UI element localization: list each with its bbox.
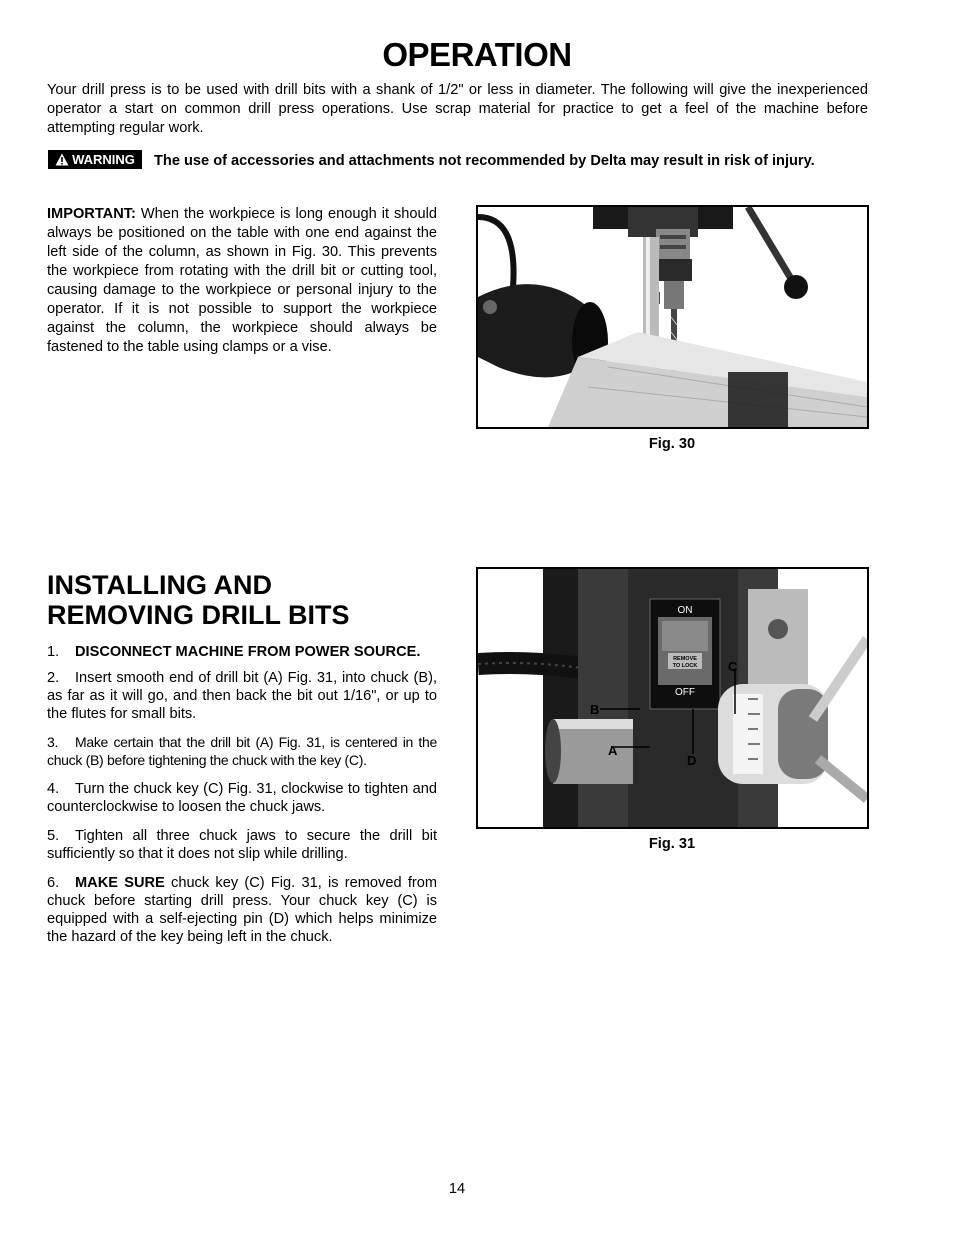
- step-3: [47, 733, 437, 769]
- intro-paragraph: Your drill press is to be used with drill bits with a shank of 1/2" or less in diameter. The following will give the inexperienced operator a start on common drill press operations. Use scrap material for practice to get a feel of the machine before attempting regular work.: [47, 82, 868, 136]
- step-6: [47, 874, 437, 946]
- callout-d: D: [687, 753, 697, 768]
- figure-31-caption: Fig. 31: [648, 836, 696, 852]
- section-heading: [47, 570, 447, 630]
- step-4: [47, 780, 437, 816]
- step-text: chuck key (C) Fig. 31, is removed from chuck before starting drill press. Your chuck key (C) is equipped with a self-ejecting pin (D) which helps minimize the hazard of the key being left in the chuck.: [47, 875, 438, 945]
- figure-31: [476, 567, 869, 829]
- step-bold: MAKE SURE: [75, 875, 165, 891]
- page-number: 14: [448, 1181, 466, 1197]
- step-1: [47, 643, 437, 661]
- step-number: 6.: [47, 875, 60, 891]
- step-2: [47, 669, 437, 723]
- drill-press-workpiece-photo: [478, 207, 867, 427]
- page-title: OPERATION: [382, 36, 572, 73]
- switch-off-label: OFF: [675, 687, 695, 698]
- step-number: 5.: [47, 828, 60, 844]
- section-heading-line1: INSTALLING AND: [47, 570, 272, 600]
- warning-badge: [48, 150, 142, 169]
- section-heading-line2: REMOVING DRILL BITS: [47, 600, 350, 630]
- step-bold: DISCONNECT MACHINE FROM POWER SOURCE.: [75, 644, 421, 660]
- important-text: When the workpiece is long enough it should always be positioned on the table with one end against the left side of the column, as shown in Fig. 30. This prevents the workpiece from rotating with the drill bit or cutting tool, causing damage to the workpiece or personal injury to the operator. If it is not possible to support the workpiece against the column, the workpiece should always be fastened to the table using clamps or a vise.: [47, 206, 437, 355]
- important-label: IMPORTANT:: [47, 206, 136, 222]
- warning-text: The use of accessories and attachments not recommended by Delta may result in risk of injury.: [154, 153, 815, 169]
- step-number: 1.: [47, 644, 60, 660]
- step-text: Turn the chuck key (C) Fig. 31, clockwise to tighten and counterclockwise to loosen the chuck jaws.: [47, 781, 437, 815]
- switch-on-label: ON: [677, 605, 693, 616]
- chuck-and-switch-photo: [478, 569, 867, 827]
- step-text: Make certain that the drill bit (A) Fig. 31, is centered in the chuck (B) before tightening the chuck with the key (C).: [47, 734, 437, 768]
- figure-30: [476, 205, 869, 429]
- callout-b: B: [590, 702, 600, 717]
- figure-30-caption: Fig. 30: [648, 436, 696, 452]
- warning-badge-label: WARNING: [72, 152, 135, 167]
- switch-key-label-1: REMOVE: [673, 656, 697, 662]
- callout-c: C: [728, 659, 738, 674]
- step-text: Insert smooth end of drill bit (A) Fig. 31, into chuck (B), as far as it will go, and then back the bit out 1/16", or up to the flutes for small bits.: [47, 670, 437, 722]
- step-number: 2.: [47, 670, 60, 686]
- step-number: 3.: [47, 734, 59, 750]
- switch-key-label-2: TO LOCK: [672, 663, 698, 669]
- step-5: [47, 827, 437, 863]
- step-text: Tighten all three chuck jaws to secure the drill bit sufficiently so that it does not slip while drilling.: [47, 828, 437, 862]
- step-number: 4.: [47, 781, 60, 797]
- callout-a: A: [608, 743, 618, 758]
- warning-triangle-icon: [55, 153, 69, 166]
- important-paragraph: [47, 205, 437, 357]
